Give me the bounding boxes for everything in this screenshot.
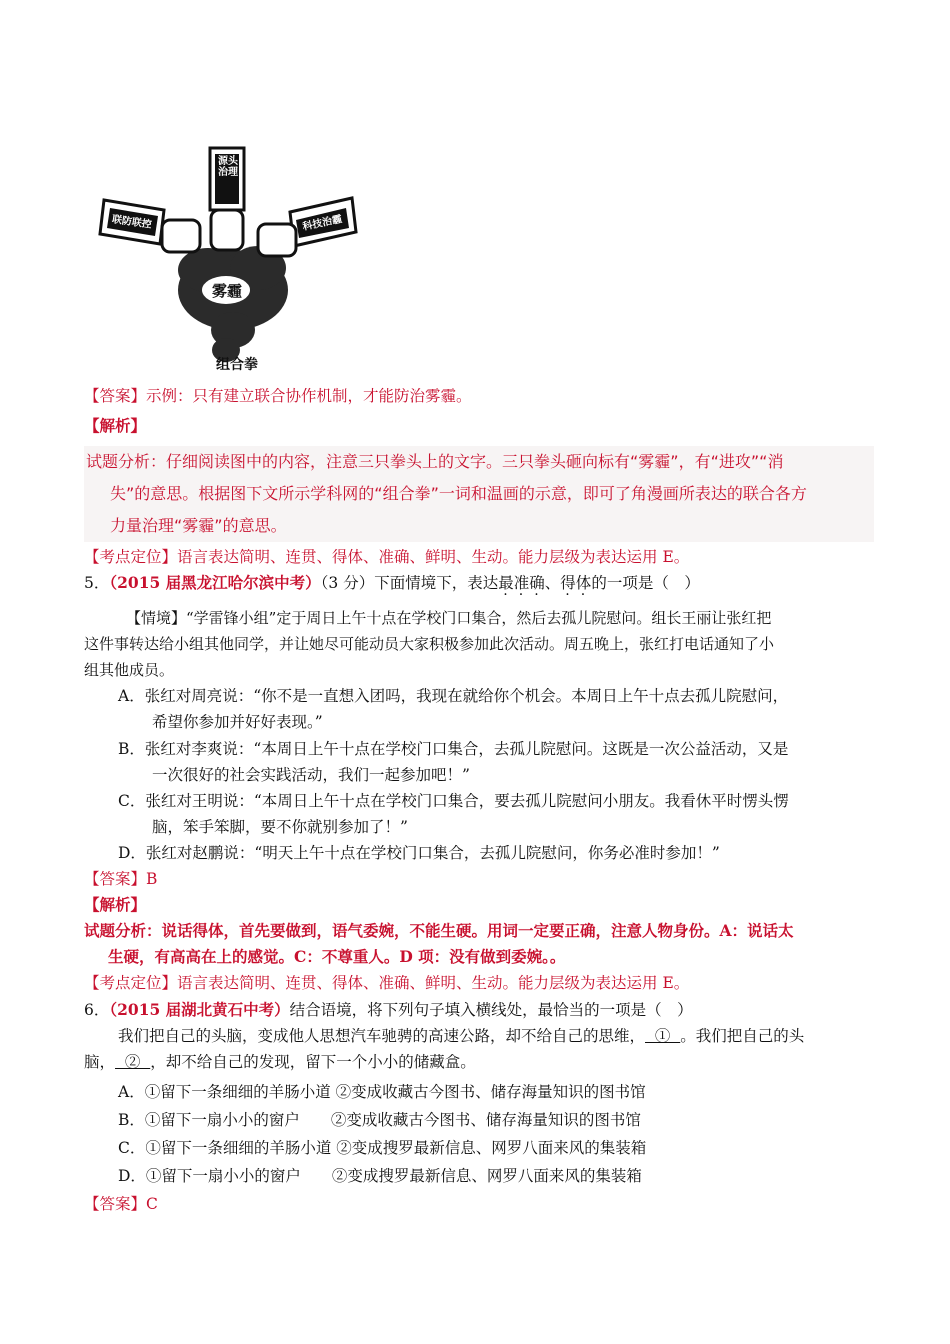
cartoon-caption: 组合拳	[216, 357, 258, 373]
q6-passage-2b: ，却不给自己的发现，留下一个小小的储藏盒。	[150, 1053, 476, 1071]
q5-stem-dot-5: 体	[575, 574, 592, 592]
q6-passage-line-1	[118, 1026, 804, 1046]
q6-blank-2: ②	[115, 1053, 151, 1071]
q6-option-b: B．①留下一扇小小的窗户 ②变成收藏古今图书、储存海量知识的图书馆	[118, 1111, 641, 1129]
q4-analysis-tag: 【解析】	[84, 416, 147, 435]
q6-passage-1a: 我们把自己的头脑，变成他人思想汽车驰骋的高速公路，却不给自己的思维，	[118, 1027, 646, 1045]
q6-number: 6．	[84, 1001, 110, 1019]
q4-answer-tag: 【答案】	[84, 387, 147, 405]
cartoon-fist-left-label: 联防联控	[111, 214, 153, 231]
q5-stem-a: （3 分）下面情境下，表达	[320, 574, 499, 592]
q5-context-line-1: 【情境】“学雷锋小组”定于周日上午十点在学校门口集合，然后去孤儿院慰问。组长王丽让张红把	[126, 609, 772, 627]
q5-stem-dot-2: 确	[529, 574, 545, 592]
q5-option-b-line-1: B．张红对李爽说：“本周日上午十点在学校门口集合，去孤儿院慰问。这既是一次公益活动，又是	[118, 740, 789, 758]
q6-stem-text: 结合语境，将下列句子填入横线处，最恰当的一项是（ ）	[289, 1001, 693, 1019]
q5-analysis-line-1: 试题分析：说话得体，首先要做到，语气委婉，不能生硬。用词一定要正确，注意人物身份。A：说话太	[84, 921, 794, 940]
q4-kaodian-text: 语言表达简明、连贯、得体、准确、鲜明、生动。能力层级为表达运用 E。	[177, 548, 690, 566]
q5-option-a-line-1: A．张红对周亮说：“你不是一直想入团吗，我现在就给你个机会。本周日上午十点去孤儿院慰问，	[118, 687, 789, 705]
q4-analysis-line-3: 力量治理“雾霾”的意思。	[110, 516, 287, 535]
q5-stem-dot-3: 、	[544, 574, 561, 592]
q6-option-c: C．①留下一条细细的羊肠小道 ②变成搜罗最新信息、网罗八面来风的集装箱	[118, 1139, 647, 1157]
q5-source: （2015 届黑龙江哈尔滨中考）	[109, 573, 321, 592]
q4-analysis-line-2: 失”的意思。根据图下文所示学科网的“组合拳”一词和温画的示意，即可了角漫画所表达的联合各方	[110, 484, 807, 503]
q5-answer-text: B	[146, 870, 158, 888]
q5-kaodian-tag: 【考点定位】	[84, 974, 178, 992]
q6-stem	[84, 1000, 693, 1020]
cartoon-center-label: 雾霾	[211, 282, 242, 300]
q6-option-a: A．①留下一条细细的羊肠小道 ②变成收藏古今图书、储存海量知识的图书馆	[118, 1083, 646, 1101]
q5-number: 5．	[84, 574, 110, 592]
q5-answer-line	[84, 869, 157, 889]
q4-analysis-line-1: 试题分析：仔细阅读图中的内容，注意三只拳头上的文字。三只拳头砸向标有“雾霾”，有“进攻”“消	[86, 452, 784, 471]
q5-kaodian-line	[84, 973, 689, 993]
q4-answer-line	[84, 386, 472, 406]
cartoon-illustration	[98, 140, 358, 375]
q5-option-c-line-2: 脑，笨手笨脚，要不你就别参加了！”	[152, 818, 408, 836]
q6-answer-tag: 【答案】	[84, 1195, 147, 1213]
q5-analysis-tag: 【解析】	[84, 895, 147, 914]
q5-option-b-line-2: 一次很好的社会实践活动，我们一起参加吧！”	[152, 766, 470, 784]
q5-stem-dot-4: 得	[560, 574, 576, 592]
q6-answer-line	[84, 1194, 158, 1214]
q5-option-c-line-1: C．张红对王明说：“本周日上午十点在学校门口集合，要去孤儿院慰问小朋友。我看休平时愣头愣	[118, 792, 789, 810]
q5-stem-dot-0: 最	[498, 574, 514, 592]
q5-answer-tag: 【答案】	[84, 870, 147, 888]
q4-answer-text: 示例：只有建立联合协作机制，才能防治雾霾。	[146, 387, 472, 405]
q5-context-line-2: 这件事转达给小组其他同学，并让她尽可能动员大家积极参加此次活动。周五晚上，张红打电话通知了小	[84, 635, 775, 653]
q6-answer-text: C	[146, 1195, 158, 1213]
q6-option-d: D．①留下一扇小小的窗户 ②变成搜罗最新信息、网罗八面来风的集装箱	[118, 1167, 642, 1185]
q4-kaodian-line	[84, 547, 689, 567]
q5-stem	[84, 573, 700, 593]
q4-analysis-block	[84, 446, 874, 542]
q6-source: （2015 届湖北黄石中考）	[109, 1000, 290, 1019]
cartoon-fist-right-label: 科技治霾	[301, 213, 344, 233]
q5-kaodian-text: 语言表达简明、连贯、得体、准确、鲜明、生动。能力层级为表达运用 E。	[177, 974, 690, 992]
q6-blank-1: ①	[645, 1027, 681, 1045]
q5-stem-dot-1: 准	[513, 574, 530, 592]
cartoon-fist-top-label: 源头治理	[218, 156, 238, 178]
q5-analysis-line-2: 生硬，有高高在上的感觉。C：不尊重人。D 项：没有做到委婉。。	[108, 947, 566, 966]
q6-passage-1b: 。我们把自己的头	[680, 1027, 805, 1045]
q6-passage-2a: 脑，	[84, 1053, 116, 1071]
q6-passage-line-2	[84, 1052, 476, 1072]
q5-stem-b: 的一项是（ ）	[591, 574, 700, 592]
q5-option-d-line-1: D．张红对赵鹏说：“明天上午十点在学校门口集合，去孤儿院慰问，你务必准时参加！”	[118, 844, 720, 862]
q5-option-a-line-2: 希望你参加并好好表现。”	[152, 713, 323, 731]
q5-context-line-3: 组其他成员。	[84, 661, 175, 679]
q4-kaodian-tag: 【考点定位】	[84, 548, 178, 566]
